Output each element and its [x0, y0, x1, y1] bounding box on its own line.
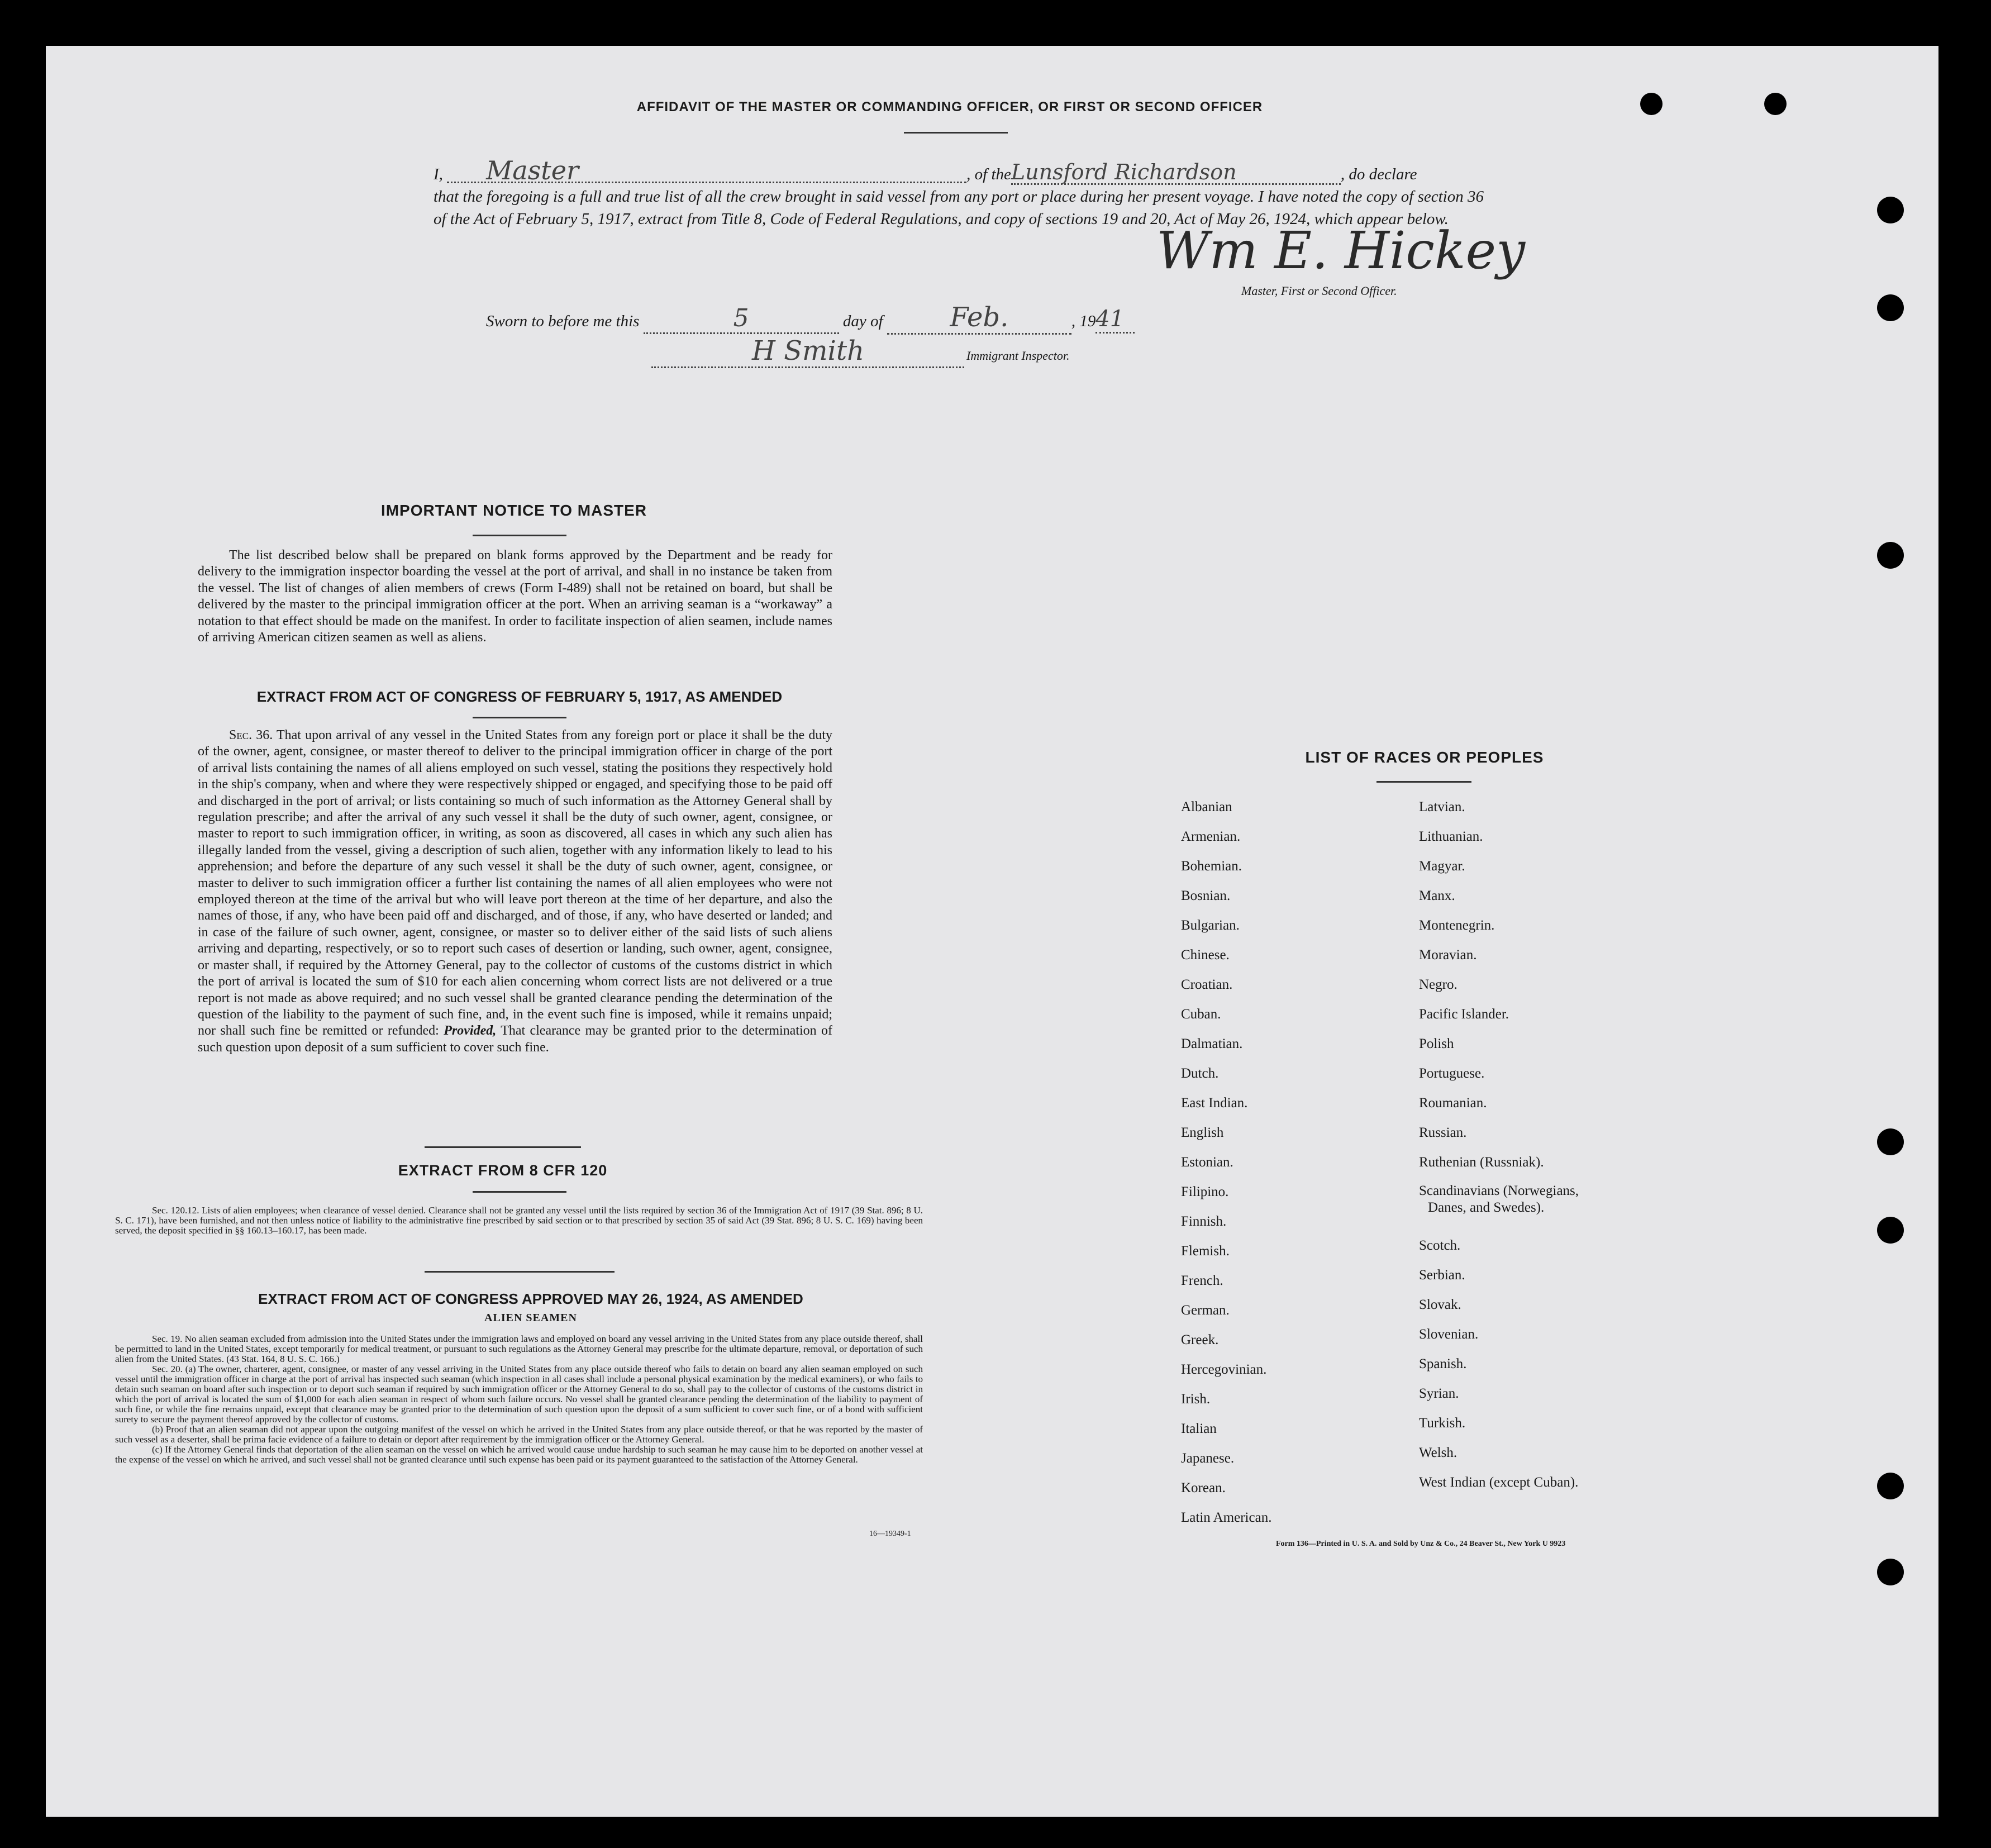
- race-item: French.: [1181, 1273, 1223, 1288]
- divider: [425, 1146, 581, 1148]
- section-36-text: [198, 727, 832, 1056]
- race-item: Bohemian.: [1181, 859, 1242, 874]
- section-20a: Sec. 20. (a) The owner, charterer, agent, consignee, or master of any vessel arriving in the United States from any place outside thereof who fails to detain on board any alien seaman employed on such vessel until the immigration officer in charge at the port of arrival has inspected such seaman (which inspection in all cases shall include a personal physical examination by the medical examiners), or who fails to detain such seaman on board after such inspection or to deport such seaman if required by such immigration officer or the Attorney General to do so, shall pay to the collector of customs of the customs district in which the port of arrival is located the sum of $1,000 for each alien seaman in respect of whom such failure occurs. No vessel shall be granted clearance pending the determination of the liability to payment of such fine, or while the fine remains unpaid, except that clearance may be granted prior to the determination of such question upon the deposit of a sum sufficient to cover such fine, or of a bond with sufficient surety to secure the payment thereof approved by the collector of customs.: [115, 1364, 923, 1425]
- race-item: Armenian.: [1181, 829, 1241, 844]
- race-item-line: Danes, and Swedes).: [1428, 1200, 1545, 1215]
- race-item: Greek.: [1181, 1332, 1219, 1347]
- print-code: 16—19349-1: [869, 1530, 911, 1538]
- punch-hole: [1877, 1128, 1904, 1155]
- section-20b: (b) Proof that an alien seaman did not appear upon the outgoing manifest of the vessel on which he arrived in the United States from any place outside thereof, or that he was reported by the master of such vessel as a deserter, shall be prima facie evidence of a failure to detain or deport after requirement by the immigration officer or the Attorney General.: [115, 1424, 923, 1445]
- section-36-body: That upon arrival of any vessel in the United States from any foreign port or place it shall be the duty of the owner, agent, consignee, or master thereof to deliver to the principal immigration officer in charge of the port of arrival lists containing the names of all aliens employed on such vessel, stating the positions they respectively hold in the ship's company, when and where they were respectively shipped or engaged, and specifying those to be paid off and discharged in the port of arrival; or lists containing so much of such information as the Attorney General shall by regulation prescribe; and after the arrival of any such vessel it shall be the duty of such owner, agent, consignee, or master to report to such immigration officer, in writing, as soon as discovered, all cases in which any such alien has illegally landed from the vessel, giving a description of such alien, together with any information likely to lead to his apprehension; and before the departure of any such vessel it shall be the duty of such owner, agent, consignee, or master to deliver to such immigration officer a further list containing the names of all alien employees who were not employed thereon at the time of the arrival but who will leave port thereon at the time of her departure, and also the names of those, if any, who have been paid off and discharged, and of those, if any, who have deserted or landed; and in case of the failure of such owner, agent, consignee, or master so to deliver either of the said lists of such aliens arriving and departing, respectively, or so to report such cases of desertion or landing, such owner, agent, consignee, or master shall, if required by the Attorney General, pay to the collector of customs of the customs district in which the port of arrival is located the sum of $10 for each alien concerning whom correct lists are not delivered or a true report is not made as above required; and no such vessel shall be granted clearance pending the determination of the question of the liability to the payment of such fine, and, in the event such fine is imposed, while it remains unpaid; nor shall such fine be remitted or refunded:: [198, 728, 832, 1039]
- race-item: Roumanian.: [1419, 1096, 1487, 1111]
- notice-title: IMPORTANT NOTICE TO MASTER: [380, 502, 647, 519]
- declare-label: , do declare: [1340, 165, 1417, 183]
- race-item: Italian: [1181, 1421, 1217, 1436]
- punch-hole: [1877, 294, 1904, 321]
- i-label: I,: [434, 165, 443, 183]
- race-item: Cuban.: [1181, 1007, 1221, 1022]
- race-item: Bulgarian.: [1181, 918, 1240, 933]
- race-item: Flemish.: [1181, 1244, 1230, 1259]
- race-item: Estonian.: [1181, 1155, 1233, 1170]
- provided-label: Provided,: [444, 1023, 497, 1039]
- sworn-day-field: 5: [644, 304, 839, 334]
- day-of-label: day of: [842, 312, 883, 330]
- race-item: Portuguese.: [1419, 1066, 1485, 1081]
- race-item: Latin American.: [1181, 1510, 1272, 1525]
- race-item: Slovenian.: [1419, 1327, 1479, 1342]
- sworn-line: Sworn to before me this 5 day of Feb. , 1941: [486, 302, 1135, 335]
- race-item: Polish: [1419, 1036, 1454, 1051]
- race-item: Ruthenian (Russniak).: [1419, 1155, 1544, 1170]
- race-item: Bosnian.: [1181, 888, 1231, 903]
- signature-caption: Master, First or Second Officer.: [1241, 284, 1397, 298]
- races-list-left: [1181, 792, 1271, 1532]
- master-signature: Wm E. Hickey: [1156, 221, 1526, 280]
- races-title: LIST OF RACES OR PEOPLES: [1305, 749, 1544, 766]
- race-item: Welsh.: [1419, 1445, 1457, 1460]
- inspector-caption: Immigrant Inspector.: [966, 349, 1070, 363]
- race-item: German.: [1181, 1303, 1230, 1318]
- affidavit-body: that the foregoing is a full and true list of all the crew brought in said vessel from any port or place during her present voyage. I have noted the copy of section 36 of the Act of February 5, 1917, extract from Title 8, Code of Federal Regulations, and copy of sections 19 and 20, Act of May 26, 1924, which appear below.: [434, 188, 1484, 228]
- extract-1924-title: EXTRACT FROM ACT OF CONGRESS APPROVED MAY 26, 1924, AS AMENDED: [258, 1290, 803, 1307]
- extract-1917-title: EXTRACT FROM ACT OF CONGRESS OF FEBRUARY 5, 1917, AS AMENDED: [256, 688, 783, 705]
- section-label: Sec. 36.: [229, 728, 273, 742]
- race-item: Albanian: [1181, 799, 1232, 815]
- extract-cfr-title: EXTRACT FROM 8 CFR 120: [398, 1162, 608, 1179]
- race-item: Japanese.: [1181, 1451, 1235, 1466]
- vessel-name-field: Lunsford Richardson: [1011, 161, 1341, 185]
- notice-body: The list described below shall be prepared on blank forms approved by the Department and be ready for delivery to the immigration inspector boarding the vessel at the port of arrival, and shall in no instance be taken from the vessel. The list of changes of alien members of crews (Form I-489) shall not be retained on board, but shall be delivered by the master to the principal immigration officer at the port. When an arriving seaman is a “workaway” a notation to that effect should be made on the manifest. In order to facilitate inspection of alien seamen, include names of arriving American citizen seamen as well as aliens.: [198, 548, 832, 645]
- race-item: Croatian.: [1181, 977, 1233, 992]
- divider: [904, 132, 1008, 134]
- race-item: Dalmatian.: [1181, 1036, 1243, 1051]
- race-item: Russian.: [1419, 1125, 1467, 1140]
- races-list-right: [1419, 792, 1579, 1497]
- divider: [425, 1271, 615, 1273]
- punch-hole: [1877, 1473, 1904, 1499]
- race-item: Chinese.: [1181, 947, 1230, 963]
- race-item: Korean.: [1181, 1480, 1226, 1495]
- punch-hole: [1640, 93, 1663, 115]
- section-36-proviso: That clearance may be granted prior to the determination of such question upon deposit of a sum sufficient to cover such fine.: [198, 1023, 833, 1055]
- divider: [473, 1191, 566, 1193]
- punch-hole: [1764, 93, 1787, 115]
- year-prefix: 19: [1079, 312, 1096, 330]
- race-item: Slovak.: [1419, 1297, 1461, 1312]
- divider: [473, 535, 566, 536]
- inspector-signature: H Smith: [651, 335, 964, 368]
- race-item: Magyar.: [1419, 859, 1465, 874]
- race-item: Moravian.: [1419, 947, 1477, 963]
- form-printer-line: Form 136—Printed in U. S. A. and Sold by Unz & Co., 24 Beaver St., New York U 9923: [1276, 1540, 1566, 1548]
- race-item: Irish.: [1181, 1392, 1211, 1407]
- affidavit-declaration: [434, 155, 1484, 230]
- race-item: Filipino.: [1181, 1184, 1229, 1199]
- punch-hole: [1877, 542, 1904, 569]
- race-item: Dutch.: [1181, 1066, 1219, 1081]
- race-item: Finnish.: [1181, 1214, 1227, 1229]
- sworn-label: Sworn to before me this: [486, 312, 640, 330]
- race-item-line: Scandinavians (Norwegians,: [1419, 1183, 1579, 1198]
- race-item: English: [1181, 1125, 1224, 1140]
- punch-hole: [1877, 1559, 1904, 1585]
- section-20c: (c) If the Attorney General finds that deportation of the alien seaman on the vessel on which he arrived would cause undue hardship to such seaman he may cause him to be deported on another vessel at the expense of the vessel on which he arrived, and such vessel shall not be granted clearance until such expense has been paid or its payment guaranteed to the satisfaction of the Attorney General.: [115, 1444, 923, 1465]
- extract-1924-subtitle: ALIEN SEAMEN: [484, 1312, 577, 1324]
- race-item: East Indian.: [1181, 1096, 1248, 1111]
- name-field: Master: [447, 159, 966, 183]
- affidavit-title: AFFIDAVIT OF THE MASTER OR COMMANDING OFFICER, OR FIRST OR SECOND OFFICER: [636, 99, 1263, 115]
- race-item: Montenegrin.: [1419, 918, 1495, 933]
- race-item: Hercegovinian.: [1181, 1362, 1267, 1377]
- punch-hole: [1877, 1217, 1904, 1244]
- cfr-section-text: Sec. 120.12. Lists of alien employees; when clearance of vessel denied. Clearance shall not be granted any vessel until the lists required by section 36 of the Immigration Act of 1917 (39 Stat. 896; 8 U. S. C. 171), have been furnished, and not then unless notice of liability to the administrative fine prescribed by said section or to that prescribed by section 35 of said Act (39 Stat. 896; 8 U. S. C. 169) having been served, the deposit specified in §§ 160.13–160.17, has been made.: [115, 1205, 923, 1236]
- section-19-20-text: [115, 1334, 923, 1465]
- race-item: Spanish.: [1419, 1356, 1467, 1371]
- divider: [1376, 781, 1471, 783]
- race-item-scandinavians: [1419, 1177, 1579, 1231]
- punch-hole: [1877, 197, 1904, 223]
- race-item: Pacific Islander.: [1419, 1007, 1509, 1022]
- race-item: Scotch.: [1419, 1238, 1461, 1253]
- race-item: Negro.: [1419, 977, 1457, 992]
- race-item: West Indian (except Cuban).: [1419, 1475, 1579, 1490]
- year-field: 41: [1095, 306, 1135, 334]
- race-item: Latvian.: [1419, 799, 1465, 815]
- divider: [473, 717, 566, 718]
- race-item: Turkish.: [1419, 1416, 1466, 1431]
- inspector-line: [651, 335, 1070, 368]
- race-item: Serbian.: [1419, 1268, 1465, 1283]
- race-item: Syrian.: [1419, 1386, 1459, 1401]
- section-19: Sec. 19. No alien seaman excluded from admission into the United States under the immigration laws and employed on board any vessel arriving in the United States from any place outside thereof, shall be permitted to land in the United States, except temporarily for medical treatment, or pursuant to such regulations as the Attorney General may prescribe for the ultimate departure, removal, or deportation of such alien from the United States. (43 Stat. 164, 8 U. S. C. 166.): [115, 1333, 923, 1364]
- race-item: Manx.: [1419, 888, 1455, 903]
- sworn-month-field: Feb.: [887, 302, 1071, 335]
- race-item: Lithuanian.: [1419, 829, 1483, 844]
- of-the-label: , of the: [966, 165, 1011, 183]
